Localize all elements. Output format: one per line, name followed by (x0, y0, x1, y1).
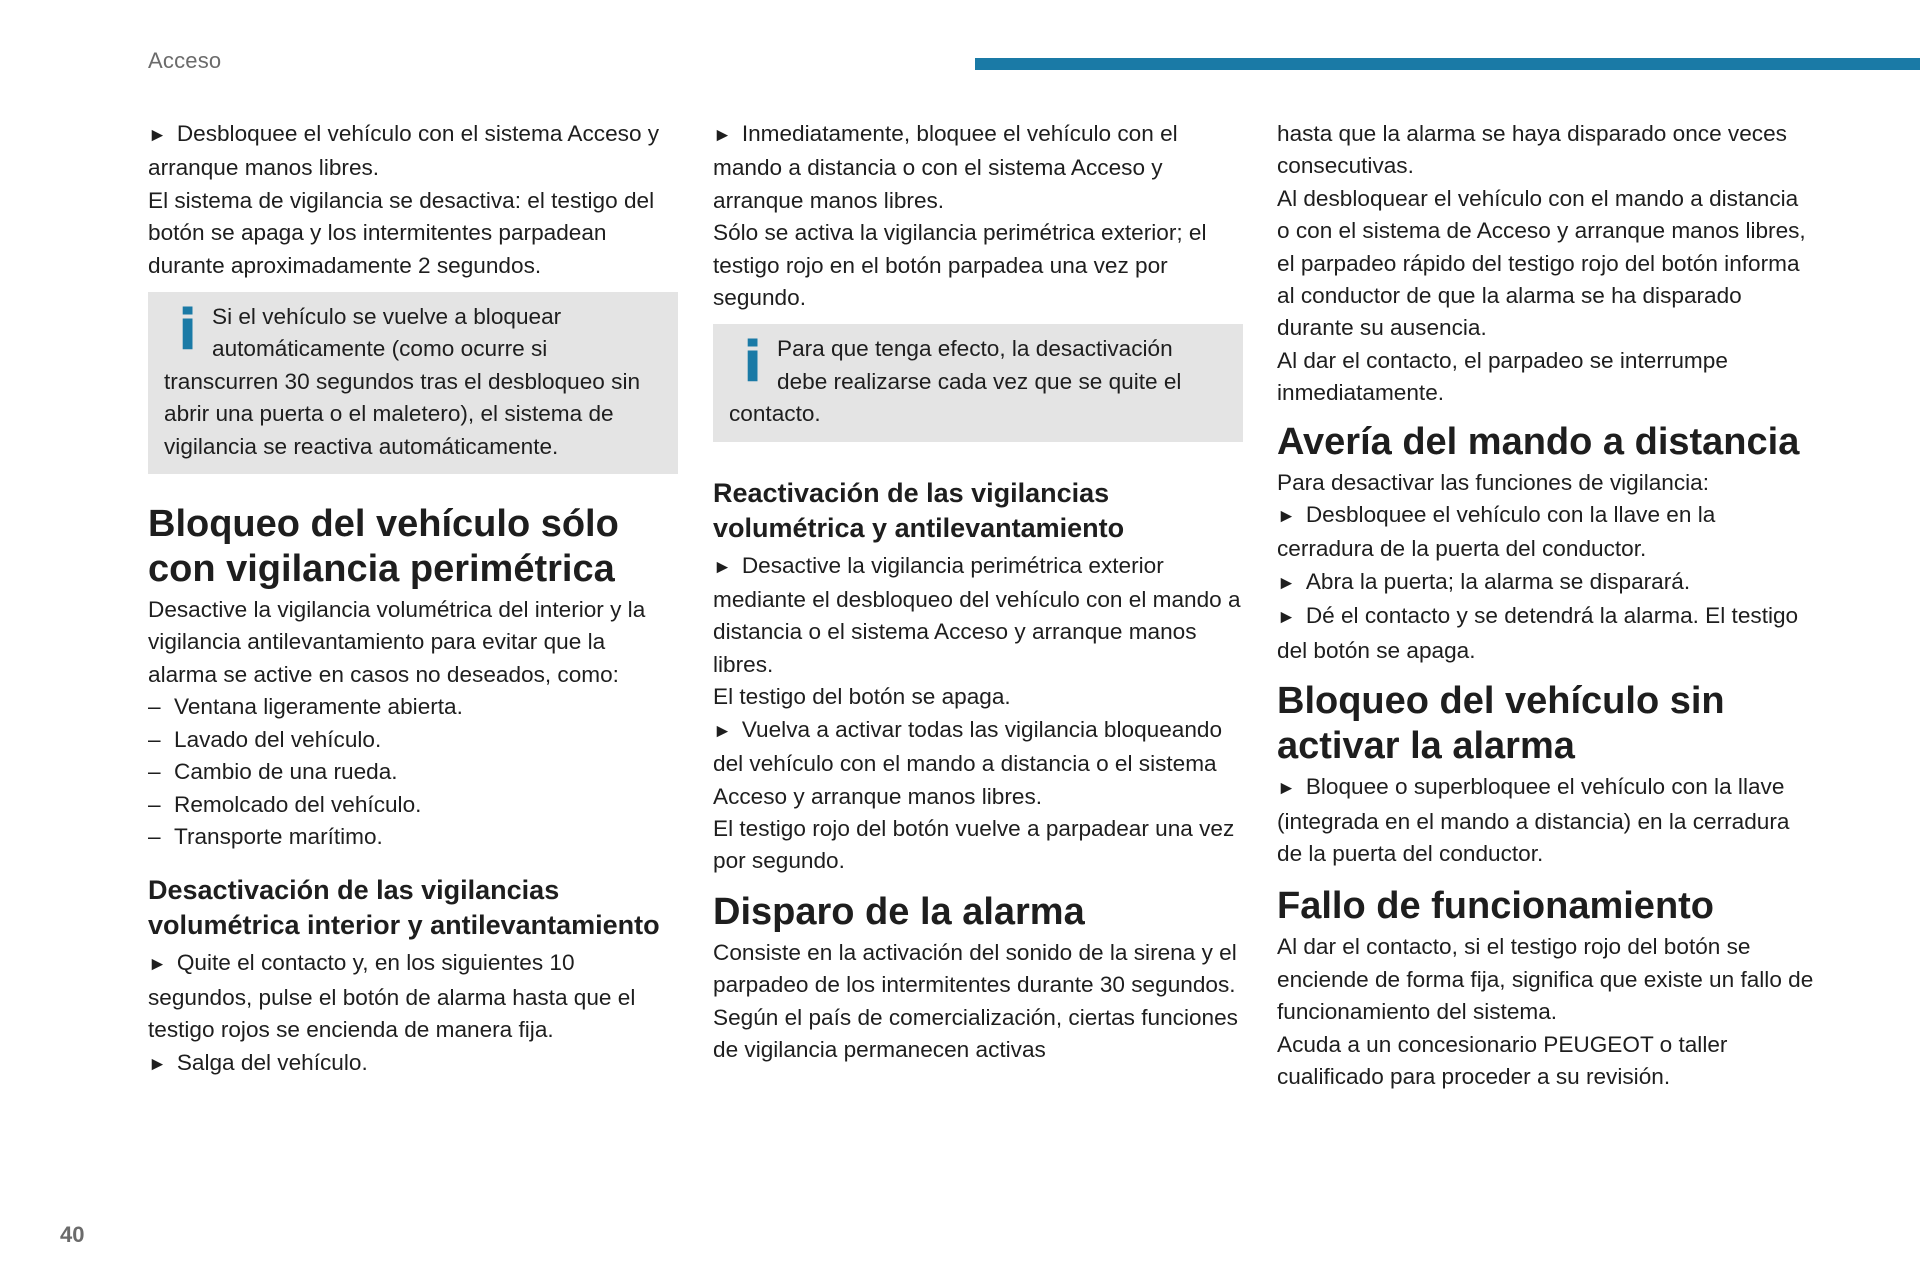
paragraph: Al dar el contacto, el parpadeo se interrumpe inmediatamente. (1277, 347, 1728, 406)
header-accent-bar (975, 58, 1920, 70)
instruction-step: ► Vuelva a activar todas las vigilancia bloqueando del vehículo con el mando a distancia o el sistema Acceso y arranque manos libres. (713, 716, 1223, 809)
paragraph: El testigo rojo del botón vuelve a parpadear una vez por segundo. (713, 815, 1235, 874)
arrow-bullet-icon: ► (1277, 506, 1296, 528)
section-title: Bloqueo del vehículo sólo con vigilancia perimétrica (148, 503, 619, 591)
arrow-bullet-icon: ► (1277, 607, 1296, 629)
section-title: Fallo de funcionamiento (1277, 885, 1715, 928)
paragraph: El testigo del botón se apaga. (713, 684, 1011, 710)
instruction-step: ► Salga del vehículo. (148, 1049, 368, 1075)
paragraph: Desactive la vigilancia volumétrica del interior y la vigilancia antilevantamiento para evitar que la alarma se active en casos no deseados, como: (148, 597, 646, 687)
instruction-step: ► Desbloquee el vehículo con el sistema Acceso y arranque manos libres. (148, 121, 660, 181)
info-note (713, 324, 1243, 441)
page-number: 40 (60, 1222, 85, 1247)
list-item: – Cambio de una rueda. (148, 759, 398, 785)
instruction-step: ► Desbloquee el vehículo con la llave en la cerradura de la puerta del conductor. (1277, 502, 1716, 562)
column-2 (713, 118, 1243, 1066)
subsection-title: Reactivación de las vigilancias volumétrica y antilevantamiento (713, 477, 1125, 543)
paragraph: Según el país de comercialización, ciertas funciones de vigilancia permanecen activas (713, 1004, 1238, 1062)
arrow-bullet-icon: ► (148, 954, 167, 976)
paragraph: Para desactivar las funciones de vigilancia: (1277, 469, 1710, 495)
list-item: – Lavado del vehículo. (148, 726, 382, 752)
list-item: – Transporte marítimo. (148, 823, 383, 849)
instruction-step: ► Quite el contacto y, en los siguientes 10 segundos, pulse el botón de alarma hasta que el testigo rojos se encienda de manera fija. (148, 950, 636, 1043)
arrow-bullet-icon: ► (713, 125, 732, 146)
info-note-text: Para que tenga efecto, la desactivación debe realizarse cada vez que se quite el contacto. (729, 336, 1182, 427)
paragraph: El sistema de vigilancia se desactiva: el testigo del botón se apaga y los intermitentes parpadean durante aproximadamente 2 segundos. (148, 187, 655, 278)
paragraph: Al dar el contacto, si el testigo rojo del botón se enciende de forma fija, significa que existe un fallo de funcionamiento del sistema. (1277, 934, 1814, 1025)
info-note (148, 292, 678, 474)
section-title: Disparo de la alarma (713, 890, 1085, 933)
paragraph: Sólo se activa la vigilancia perimétrica exterior; el testigo rojo en el botón parpadea una vez por segundo. (713, 220, 1207, 311)
instruction-step: ► Inmediatamente, bloquee el vehículo con el mando a distancia o con el sistema Acceso y arranque manos libres. (713, 121, 1178, 213)
arrow-bullet-icon: ► (1277, 572, 1296, 594)
arrow-bullet-icon: ► (713, 720, 732, 742)
paragraph: Consiste en la activación del sonido de la sirena y el parpadeo de los intermitentes durante 30 segundos. (713, 939, 1237, 998)
column-1 (148, 118, 678, 1081)
arrow-bullet-icon: ► (148, 125, 167, 146)
info-note-text: Si el vehículo se vuelve a bloquear automáticamente (como ocurre si transcurren 30 segundos tras el desbloqueo sin abrir una puerta o el maletero), el sistema de vigilancia se reactiva automáticamente. (164, 304, 641, 459)
list-item: – Ventana ligeramente abierta. (148, 694, 463, 720)
section-title: Avería del mando a distancia (1277, 420, 1800, 463)
column-3 (1277, 118, 1817, 1093)
paragraph: Acuda a un concesionario PEUGEOT o taller cualificado para proceder a su revisión. (1277, 1031, 1728, 1089)
info-icon: i (178, 298, 198, 364)
section-title: Bloqueo del vehículo sin activar la alarma (1277, 680, 1725, 768)
instruction-step: ► Bloquee o superbloquee el vehículo con la llave (integrada en el mando a distancia) en la cerradura de la puerta del conductor. (1277, 774, 1790, 866)
instruction-step: ► Desactive la vigilancia perimétrica exterior mediante el desbloqueo del vehículo con el mando a distancia o el sistema Acceso y arranque manos libres. (713, 552, 1241, 677)
dash-list (148, 691, 678, 853)
list-item: – Remolcado del vehículo. (148, 791, 422, 817)
arrow-bullet-icon: ► (148, 1053, 167, 1075)
section-header: Acceso (148, 48, 222, 73)
arrow-bullet-icon: ► (1277, 778, 1296, 800)
paragraph: hasta que la alarma se haya disparado once veces consecutivas. (1277, 121, 1787, 179)
info-icon: i (743, 330, 763, 396)
instruction-step: ► Abra la puerta; la alarma se disparará. (1277, 568, 1691, 594)
paragraph: Al desbloquear el vehículo con el mando a distancia o con el sistema de Acceso y arranque manos libres, el parpadeo rápido del testigo rojo del botón informa al conductor de que la alarma se ha disparado durante su ausencia. (1277, 185, 1806, 341)
arrow-bullet-icon: ► (713, 556, 732, 578)
subsection-title: Desactivación de las vigilancias volumétrica interior y antilevantamiento (148, 875, 660, 941)
instruction-step: ► Dé el contacto y se detendrá la alarma. El testigo del botón se apaga. (1277, 603, 1799, 663)
